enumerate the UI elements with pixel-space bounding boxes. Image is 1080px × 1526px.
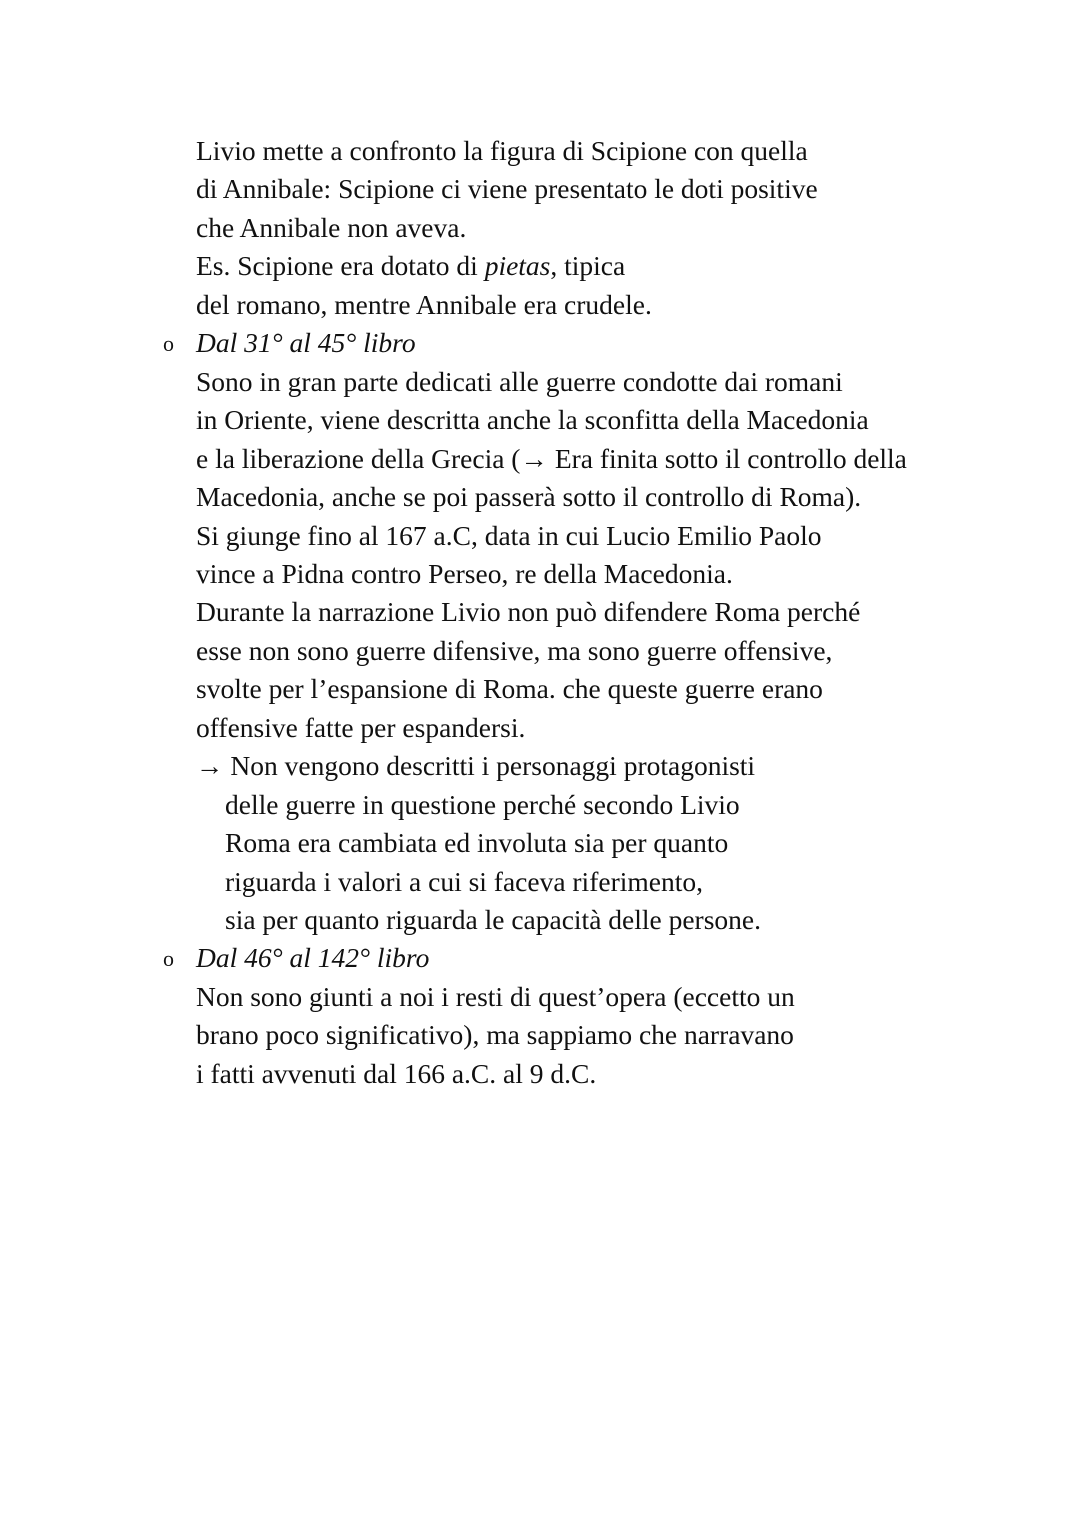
- text-span: Dal 46° al 142° libro: [196, 942, 430, 974]
- section-heading: [196, 324, 416, 362]
- text-line: [196, 1055, 596, 1093]
- text-line: [196, 1016, 794, 1054]
- text-line: [196, 555, 733, 593]
- text-line: [225, 786, 740, 824]
- text-span: Sono in gran parte dedicati alle guerre condotte dai romani: [196, 365, 843, 397]
- text-line: [196, 440, 907, 478]
- text-line: [196, 247, 625, 285]
- text-span: Macedonia, anche se poi passerà sotto il controllo di Roma).: [196, 481, 862, 513]
- text-span: del romano, mentre Annibale era crudele.: [196, 288, 652, 320]
- text-line: [225, 863, 703, 901]
- text-span: di Annibale: Scipione ci viene presentato le doti positive: [196, 173, 818, 205]
- section-heading: [196, 939, 429, 977]
- text-line: [196, 286, 652, 324]
- text-line: [196, 170, 818, 208]
- text-line: [225, 901, 761, 939]
- text-span: , tipica: [550, 250, 626, 282]
- text-line: [196, 209, 466, 247]
- text-span: riguarda i valori a cui si faceva riferimento,: [225, 865, 703, 897]
- text-span: Es. Scipione era dotato di: [196, 250, 485, 282]
- text-span: offensive fatte per espandersi.: [196, 711, 526, 743]
- text-line: [196, 363, 843, 401]
- text-span: Roma era cambiata ed involuta sia per quanto: [225, 827, 729, 859]
- text-span: in Oriente, viene descritta anche la sconfitta della Macedonia: [196, 404, 869, 436]
- text-span: Si giunge fino al 167 a.C, data in cui Lucio Emilio Paolo: [196, 519, 822, 551]
- text-span: che Annibale non aveva.: [196, 211, 467, 243]
- text-line: [196, 978, 795, 1016]
- text-line: [196, 478, 861, 516]
- text-span: Dal 31° al 45° libro: [196, 327, 416, 359]
- text-span: esse non sono guerre difensive, ma sono guerre offensive,: [196, 634, 833, 666]
- text-span: e la liberazione della Grecia (→ Era finita sotto il controllo della: [196, 442, 907, 474]
- text-span: vince a Pidna contro Perseo, re della Macedonia.: [196, 557, 733, 589]
- bullet-icon: o: [163, 946, 174, 972]
- text-line: [196, 670, 823, 708]
- text-span: pietas: [484, 250, 551, 282]
- text-line: [196, 401, 869, 439]
- text-span: Livio mette a confronto la figura di Scipione con quella: [196, 135, 808, 166]
- text-span: brano poco significativo), ma sappiamo che narravano: [196, 1019, 794, 1051]
- text-line: [196, 593, 860, 631]
- text-line: [196, 632, 832, 670]
- bullet-icon: o: [163, 331, 174, 357]
- text-line: [196, 709, 525, 747]
- text-span: → Non vengono descritti i personaggi protagonisti: [196, 750, 756, 782]
- text-line: [196, 517, 822, 555]
- text-span: svolte per l’espansione di Roma. che queste guerre erano: [196, 673, 823, 705]
- text-line: [196, 132, 808, 170]
- text-span: sia per quanto riguarda le capacità delle persone.: [225, 904, 761, 935]
- text-span: delle guerre in questione perché secondo Livio: [225, 788, 740, 820]
- text-span: Durante la narrazione Livio non può difendere Roma perché: [196, 596, 861, 628]
- text-span: i fatti avvenuti dal 166 a.C. al 9 d.C.: [196, 1057, 597, 1089]
- text-line: [196, 747, 755, 785]
- text-span: Non sono giunti a noi i resti di quest’opera (eccetto un: [196, 980, 795, 1012]
- text-line: [225, 824, 728, 862]
